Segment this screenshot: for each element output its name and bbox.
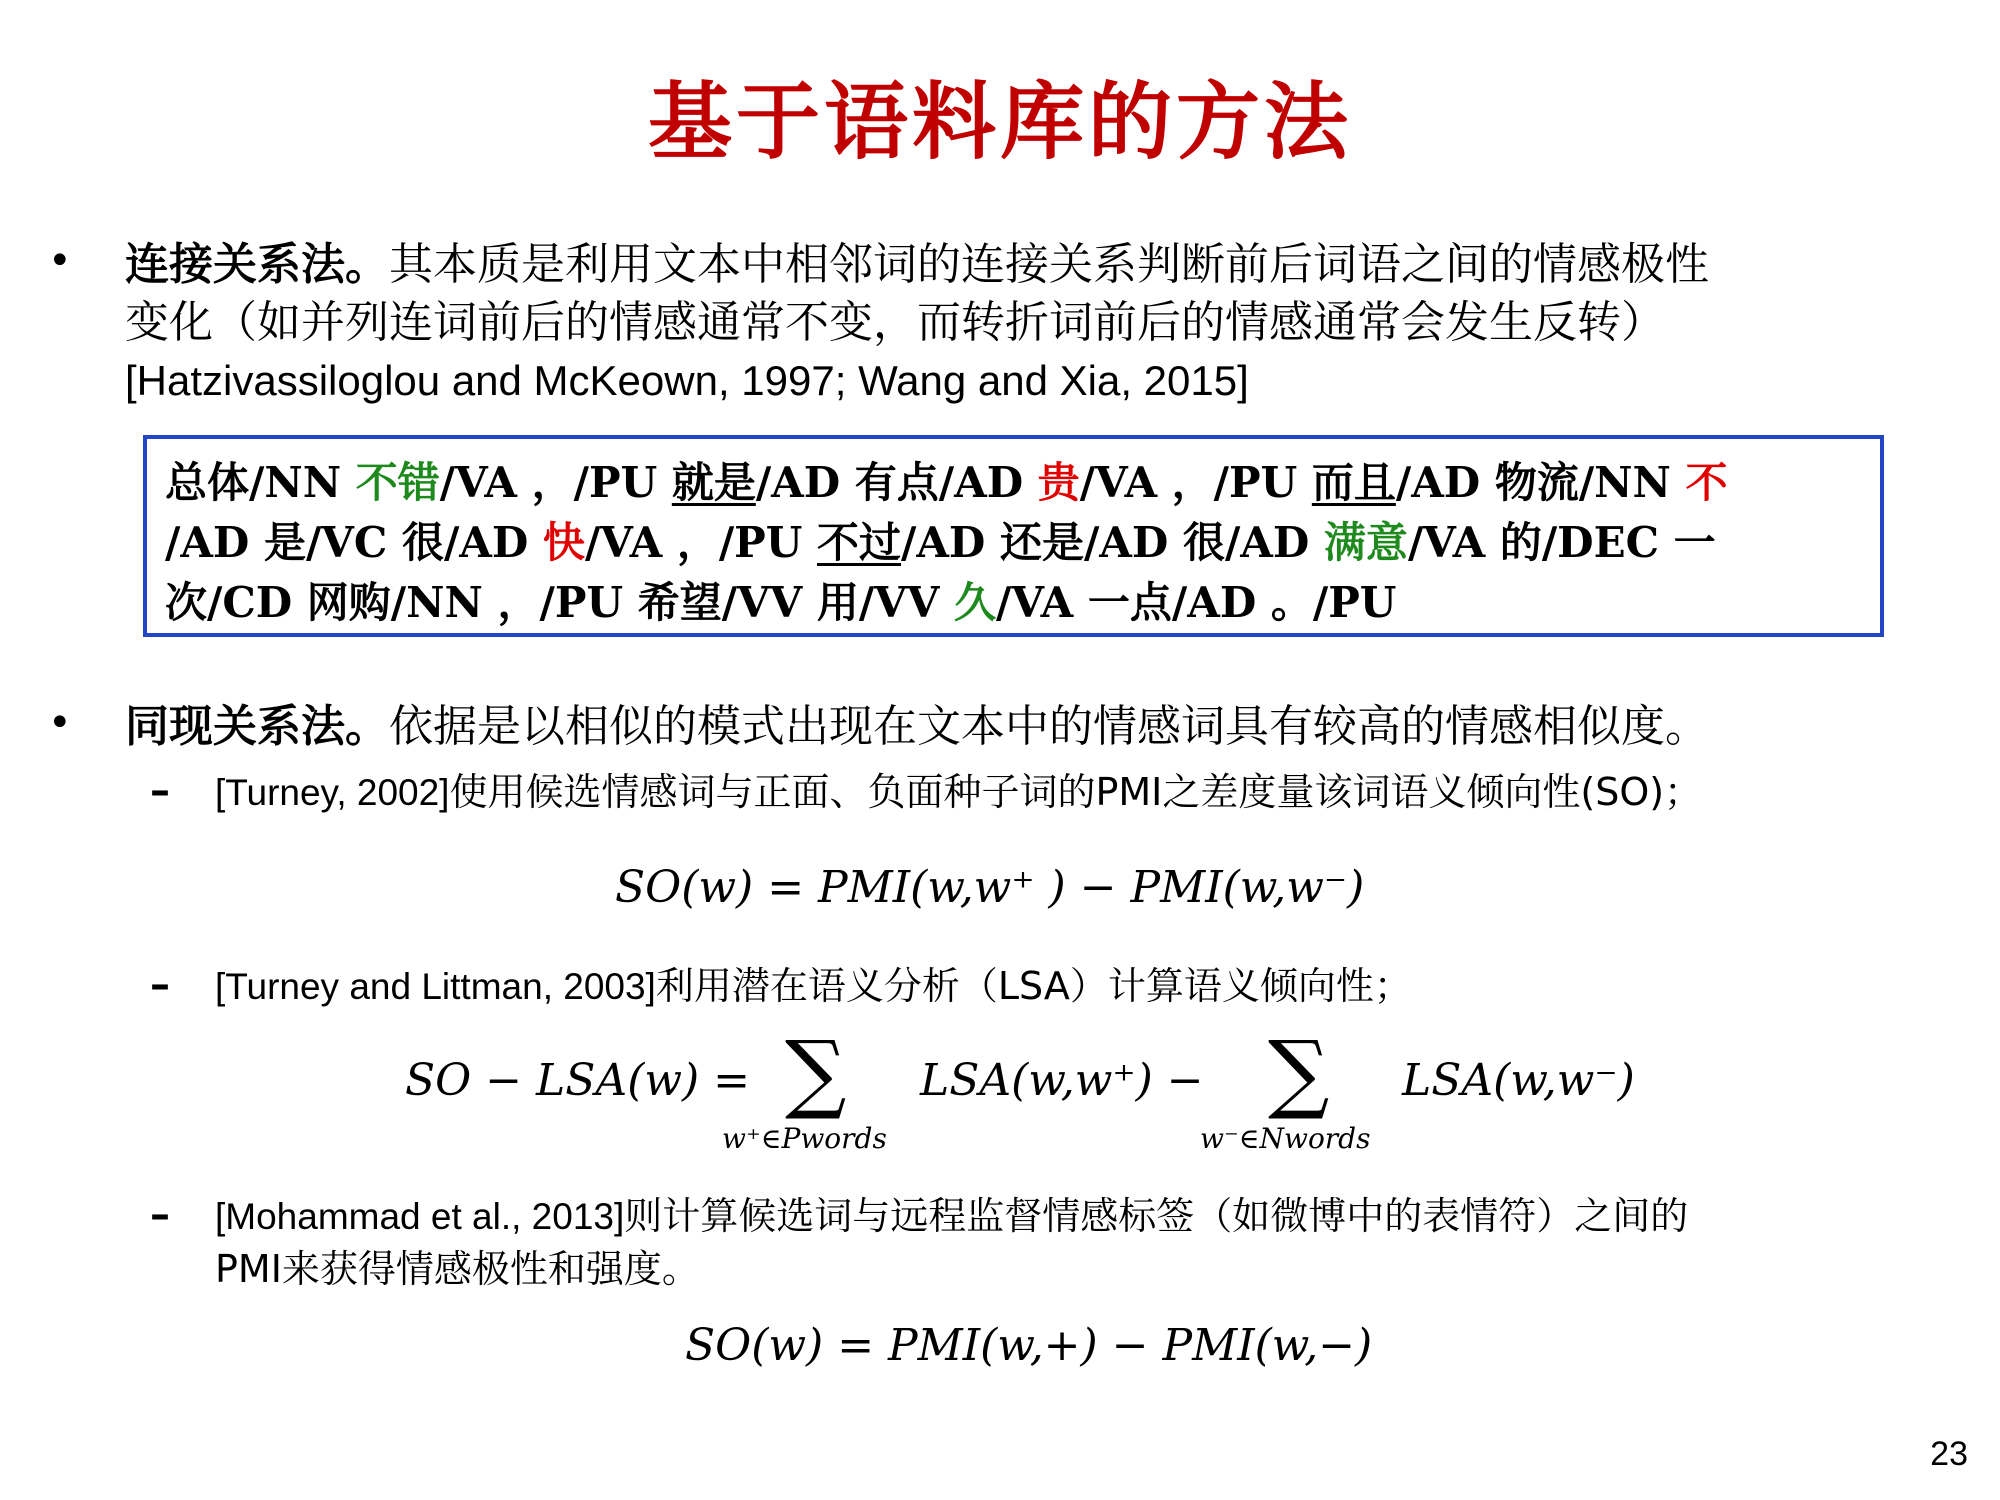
section1-citation: [Hatzivassiloglou and McKeown, 1997; Wang and Xia, 2015]	[125, 357, 1249, 404]
dash-2: –	[150, 962, 170, 1008]
item-3-text: 则计算候选词与远程监督情感标签（如微博中的表情符）之间的	[624, 1194, 1689, 1238]
negative-word: 贵	[1037, 458, 1080, 507]
sum-subscript-negative: w⁻∈Nwords	[1200, 1122, 1371, 1155]
section2-heading: 同现关系法。	[125, 701, 389, 752]
positive-word: 满意	[1323, 518, 1408, 567]
example-token: /AD 物流/NN	[1395, 458, 1686, 507]
section1-paragraph	[125, 236, 1955, 410]
formula-so-pmi-emoticon: SO(w) = PMI(w,+) − PMI(w,−)	[685, 1320, 1373, 1371]
item-2-citation: [Turney and Littman, 2003]	[215, 966, 656, 1007]
slide-title: 基于语料库的方法	[647, 73, 1352, 171]
example-line-1	[165, 453, 1862, 513]
formula-so-lsa-left: SO − LSA(w) =	[405, 1055, 751, 1106]
example-token: /VA 的/DEC 一	[1407, 518, 1716, 567]
item-1-text: 使用候选情感词与正面、负面种子词的PMI之差度量该词语义倾向性(SO)；	[449, 770, 1703, 814]
example-token: /AD 还是/AD 很/AD	[901, 518, 1324, 567]
sum-symbol-negative: ∑	[1268, 1023, 1330, 1123]
bullet-2: •	[48, 700, 72, 746]
dash-1: –	[150, 768, 170, 814]
section1-line2: 变化（如并列连词前后的情感通常不变，而转折词前后的情感通常会发生反转）	[125, 297, 1665, 348]
dash-3: –	[150, 1192, 170, 1238]
section1-heading: 连接关系法。	[125, 239, 389, 290]
positive-word: 久	[954, 578, 997, 627]
sum-subscript-positive: w⁺∈Pwords	[722, 1122, 887, 1155]
example-line-3	[165, 573, 1862, 633]
positive-word: 不错	[355, 458, 440, 507]
negative-word: 快	[542, 518, 585, 567]
example-token: 次/CD 网购/NN ，/PU 希望/VV 用/VV	[165, 578, 954, 627]
example-line-2	[165, 513, 1862, 573]
example-token: /VA ，/PU	[1079, 458, 1312, 507]
formula-so-pmi: SO(w) = PMI(w,w⁺ ) − PMI(w,w⁻)	[615, 862, 1365, 913]
item-2	[215, 960, 1955, 1013]
section2-paragraph	[125, 698, 1955, 756]
connective-word: 不过	[816, 518, 901, 567]
example-token: /VA ，/PU	[584, 518, 817, 567]
example-box	[143, 435, 1884, 637]
section2-text: 依据是以相似的模式出现在文本中的情感词具有较高的情感相似度。	[389, 701, 1709, 752]
page-number: 23	[1930, 1435, 1968, 1473]
negative-word: 不	[1685, 458, 1728, 507]
item-2-text: 利用潜在语义分析（LSA）计算语义倾向性；	[655, 964, 1412, 1008]
item-1-citation: [Turney, 2002]	[215, 772, 450, 813]
item-3-text-line2: PMI来获得情感极性和强度。	[215, 1247, 700, 1291]
section1-line1: 其本质是利用文本中相邻词的连接关系判断前后词语之间的情感极性	[389, 239, 1709, 290]
example-token: /AD 有点/AD	[755, 458, 1038, 507]
formula-so-lsa-right: LSA(w,w⁻)	[1402, 1055, 1635, 1106]
connective-word: 就是	[671, 458, 756, 507]
bullet-1: •	[48, 238, 72, 284]
item-3	[215, 1190, 1955, 1295]
formula-so-lsa-mid: LSA(w,w⁺) −	[920, 1055, 1204, 1106]
sum-symbol-positive: ∑	[785, 1023, 847, 1123]
example-token: /AD 是/VC 很/AD	[165, 518, 543, 567]
connective-word: 而且	[1311, 458, 1396, 507]
item-3-citation: [Mohammad et al., 2013]	[215, 1196, 625, 1237]
example-token: /VA 一点/AD 。/PU	[996, 578, 1397, 627]
item-1	[215, 766, 1955, 819]
example-token: /VA ，/PU	[439, 458, 672, 507]
example-token: 总体/NN	[165, 458, 356, 507]
